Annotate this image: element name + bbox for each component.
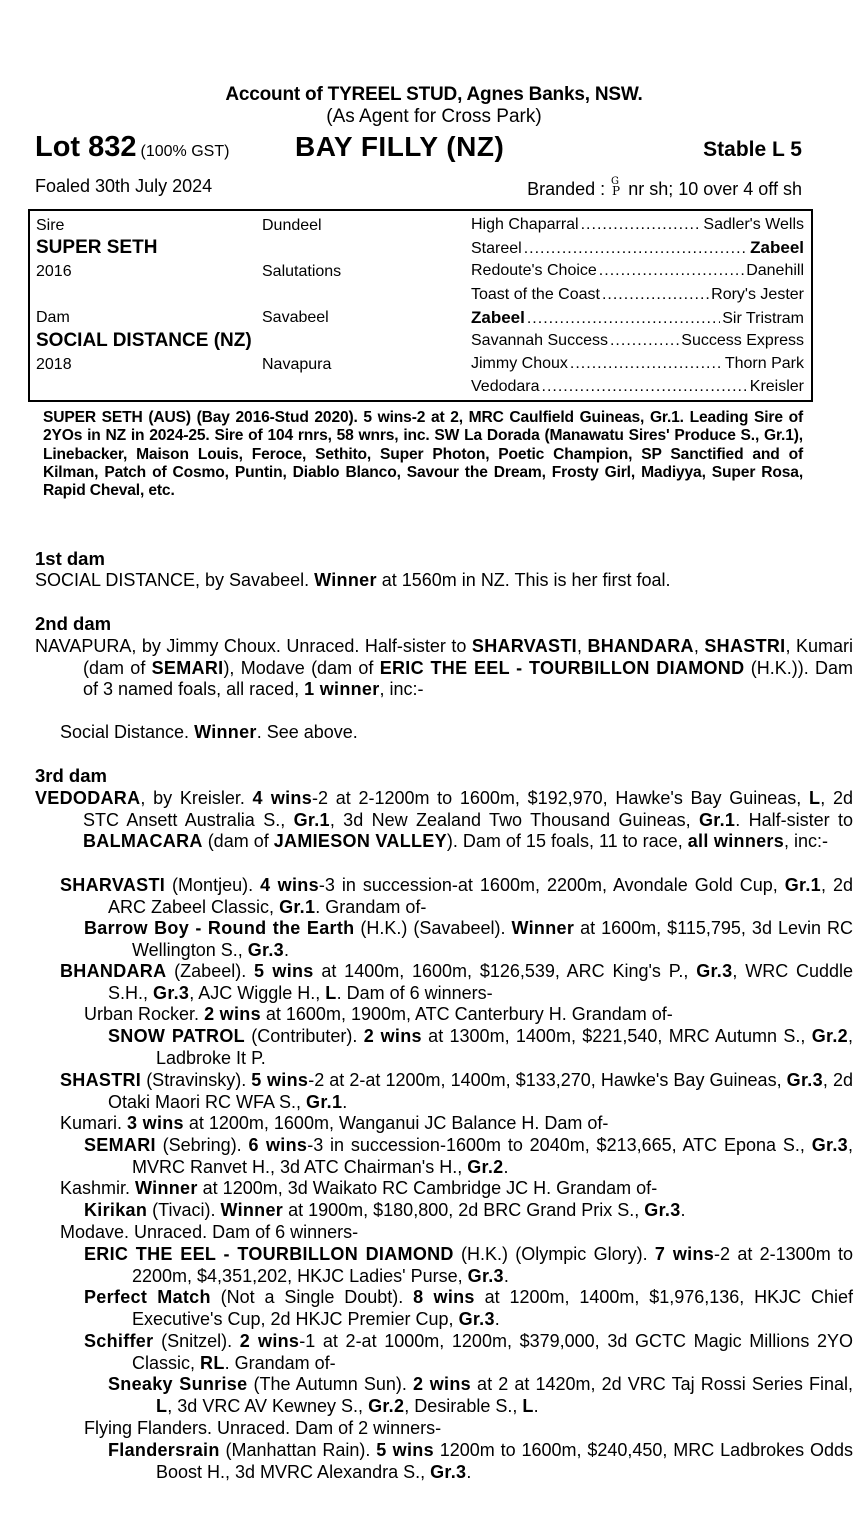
bold-text: Winner <box>511 918 575 938</box>
bold-text: 4 wins <box>252 788 313 808</box>
bold-text: 1 winner <box>304 679 380 699</box>
third-dam-heading: 3rd dam <box>35 765 107 786</box>
branded-detail: nr sh; 10 over 4 off sh <box>628 179 802 199</box>
bold-text: BHANDARA <box>60 961 167 981</box>
text-run: , 3d VRC AV Kewney S., <box>167 1395 369 1416</box>
text-run: at 1200m, 3d Waikato RC Cambridge JC H. Grandam of- <box>197 1178 658 1198</box>
bold-text: Gr.3 <box>644 1200 681 1220</box>
text-run: -3 in succession-1600m to 2040m, $213,665, ATC Epona S., <box>307 1135 812 1155</box>
bold-text: Gr.3 <box>696 961 733 981</box>
leader-dots <box>581 215 702 235</box>
text-run: , 3d New Zealand Two Thousand Guineas, <box>329 809 699 830</box>
bold-text: Gr.3 <box>458 1308 495 1329</box>
agent-line: (As Agent for Cross Park) <box>326 106 542 127</box>
ancestor-row <box>471 354 804 374</box>
svg-text:P: P <box>612 184 621 197</box>
pedigree-entry <box>35 788 853 853</box>
text-run: (Zabeel). <box>166 961 254 981</box>
bold-text: SHARVASTI <box>60 875 166 895</box>
pedigree-entry <box>60 1178 853 1200</box>
pedigree-entry <box>84 1331 853 1374</box>
horse-title: BAY FILLY (NZ) <box>295 131 505 162</box>
text-run: . Grandam of- <box>315 896 427 917</box>
bold-text: SNOW PATROL <box>108 1026 245 1046</box>
bold-text: 5 wins <box>254 961 314 981</box>
bold-text: Gr.3 <box>811 1135 848 1155</box>
sire-sire: Dundeel <box>262 217 322 234</box>
ancestor-right: Thorn Park <box>724 355 804 373</box>
sire-label: Sire <box>36 217 65 234</box>
bold-text: Gr.2 <box>811 1026 848 1046</box>
pedigree-entry <box>84 1200 853 1222</box>
text-run: Urban Rocker. <box>84 1004 205 1024</box>
text-run: at 1560m in NZ. This is her first foal. <box>376 570 671 590</box>
text-run: , inc:- <box>379 679 424 699</box>
bold-text: Gr.1 <box>279 896 316 917</box>
bold-text: 3 wins <box>127 1113 184 1133</box>
bold-text: Gr.1 <box>306 1091 343 1112</box>
pedigree-entry <box>35 636 853 701</box>
text-run: -1 at 2-at 1000m, 1200m, $379,000, 3d GCTC Magic Millions 2YO Classic, <box>132 1331 853 1373</box>
text-run: at 1300m, 1400m, $221,540, MRC Autumn S., <box>421 1026 812 1046</box>
text-run: . <box>680 1200 686 1220</box>
sire-year: 2016 <box>36 263 72 280</box>
ancestor-left: Jimmy Choux <box>471 355 568 373</box>
bold-text: SEMARI <box>84 1135 156 1155</box>
pedigree-entry <box>60 1113 853 1135</box>
ancestor-row <box>471 331 804 351</box>
leader-dots <box>527 309 720 329</box>
text-run: (H.K.) (Savabeel). <box>354 918 512 938</box>
text-run: . <box>494 1308 500 1329</box>
bold-text: 4 wins <box>260 875 319 895</box>
bold-text: ERIC THE EEL - TOURBILLON DIAMOND <box>84 1244 454 1264</box>
text-run: , Desirable S., <box>404 1395 523 1416</box>
bold-text: SEMARI <box>151 657 224 678</box>
text-run: , AJC Wiggle H., <box>189 982 326 1003</box>
text-run: -3 in succession-at 1600m, 2200m, Avondale Gold Cup, <box>318 875 785 895</box>
text-run: (Contributer). <box>244 1026 364 1046</box>
text-run: , 2d Otaki Maori RC WFA S., <box>108 1070 853 1112</box>
ancestor-row <box>471 261 804 281</box>
bold-text: 5 wins <box>376 1440 434 1460</box>
text-run: , 2d STC Ansett Australia S., <box>83 788 853 830</box>
text-run: , <box>693 636 705 656</box>
bold-text: VEDODARA <box>35 788 141 808</box>
bold-text: Gr.1 <box>698 809 736 830</box>
text-run: , <box>576 636 588 656</box>
text-run: , MVRC Ranvet H., 3d ATC Chairman's H., <box>132 1135 853 1177</box>
text-run: . <box>283 939 289 960</box>
dam-year: 2018 <box>36 356 72 373</box>
text-run: (Manhattan Rain). <box>219 1440 377 1460</box>
text-run: Social Distance. <box>60 722 195 742</box>
pedigree-entry <box>60 961 853 1004</box>
text-run: , inc:- <box>784 831 829 851</box>
text-run: , 2d ARC Zabeel Classic, <box>108 875 853 917</box>
brand-mark-icon <box>610 175 623 197</box>
sire-dam: Salutations <box>262 263 342 280</box>
text-run: . Dam of 6 winners- <box>336 982 493 1003</box>
bold-text: Flandersrain <box>108 1440 220 1460</box>
text-run: -2 at 2-1300m to 2200m, $4,351,202, HKJC Ladies' Purse, <box>132 1244 853 1286</box>
bold-text: JAMIESON VALLEY <box>273 831 447 851</box>
bold-text: SHARVASTI <box>471 636 577 656</box>
text-run: NAVAPURA, by Jimmy Choux. Unraced. Half-sister to <box>35 636 472 656</box>
bold-text: Schiffer <box>84 1331 154 1351</box>
dam-sire: Savabeel <box>262 309 329 326</box>
lot-number <box>35 130 229 169</box>
text-run: at 1600m, $115,795, 3d Levin RC Wellington S., <box>132 918 853 960</box>
ancestor-row <box>471 377 804 397</box>
pedigree-entry <box>84 1244 853 1287</box>
bold-text: L <box>325 982 337 1003</box>
pedigree-entry <box>108 1026 853 1069</box>
ancestor-row <box>471 238 804 259</box>
brand-info <box>527 175 802 200</box>
text-run: (Tivaci). <box>147 1200 221 1220</box>
text-run: , WRC Cuddle S.H., <box>108 961 854 1003</box>
bold-text: all winners <box>687 831 785 851</box>
bold-text: 2 wins <box>363 1026 422 1046</box>
bold-text: 2 wins <box>204 1004 261 1024</box>
text-run: at 1200m, 1400m, $1,976,136, HKJC Chief Executive's Cup, 2d HKJC Premier Cup, <box>132 1287 853 1329</box>
sire-summary: SUPER SETH (AUS) (Bay 2016-Stud 2020). 5 wins-2 at 2, MRC Caulfield Guineas, Gr.1. Leading Sire of 2YOs in NZ in 2024-25. Sire of 104 rnrs, 58 wnrs, inc. SW La Dorada (Manawatu Sires' Produce S., Gr.1), Linebacker, Maison Louis, Feroce, Sethito, Super Photon, Poetic Champion, SP Sanctified and of Kilman, Patch of Cosmo, Puntin, Diablo Blanco, Savour the Dream, Frosty Girl, Madiyya, Super Rosa, Rapid Cheval, etc. <box>43 409 803 500</box>
text-run: . <box>342 1091 348 1112</box>
pedigree-entry <box>84 1004 853 1026</box>
leader-dots <box>542 377 748 397</box>
leader-dots <box>602 285 709 305</box>
text-run: (Sebring). <box>155 1135 249 1155</box>
first-dam-text <box>35 570 805 591</box>
ancestor-left: Zabeel <box>471 307 525 327</box>
bold-text: 2 wins <box>239 1331 300 1351</box>
leader-dots <box>524 239 748 259</box>
bold-text: Kirikan <box>84 1200 148 1220</box>
pedigree-entry <box>108 1440 853 1483</box>
branded-label: Branded : <box>527 179 606 199</box>
text-run: Flying Flanders. Unraced. Dam of 2 winners- <box>84 1418 442 1438</box>
text-run: at 1400m, 1600m, $126,539, ARC King's P., <box>313 961 697 981</box>
text-run: . See above. <box>256 722 358 742</box>
text-run: . <box>466 1461 472 1482</box>
bold-text: Gr.3 <box>247 939 284 960</box>
ancestor-right: Sadler's Wells <box>703 216 804 233</box>
ancestor-left: Toast of the Coast <box>471 285 600 303</box>
text-run: (Not a Single Doubt). <box>210 1287 414 1307</box>
sire-name: SUPER SETH <box>36 237 158 258</box>
ancestor-row <box>471 285 804 305</box>
svg-text:G: G <box>611 176 620 187</box>
text-run: 1200m to 1600m, $240,450, MRC Ladbrokes Odds Boost H., 3d MVRC Alexandra S., <box>156 1440 853 1482</box>
leader-dots <box>610 331 679 351</box>
bold-text: BALMACARA <box>83 831 203 851</box>
text-run: (Stravinsky). <box>141 1070 252 1090</box>
first-dam-heading: 1st dam <box>35 548 105 569</box>
text-run: , by Kreisler. <box>140 788 253 808</box>
bold-text: Gr.3 <box>430 1461 467 1482</box>
dam-dam: Navapura <box>262 356 332 373</box>
pedigree-entry <box>60 875 853 918</box>
bold-text: Barrow Boy - Round the Earth <box>84 918 355 938</box>
pedigree-entry <box>60 722 853 744</box>
ancestor-left: Vedodara <box>471 378 540 396</box>
text-run: (Snitzel). <box>153 1331 240 1351</box>
bold-text: 8 wins <box>413 1287 475 1307</box>
bold-text: Winner <box>220 1200 284 1220</box>
pedigree-entry <box>60 1222 853 1244</box>
bold-text: L <box>156 1395 168 1416</box>
text-run: Kumari. <box>60 1113 128 1133</box>
text-run: ). Dam of 15 foals, 11 to race, <box>446 831 688 851</box>
second-dam-heading: 2nd dam <box>35 613 112 634</box>
text-run: (H.K.)). Dam of 3 named foals, all raced, <box>83 657 853 699</box>
ancestor-right: Rory's Jester <box>711 285 804 303</box>
bold-text: 7 wins <box>654 1244 715 1264</box>
text-run: (dam of <box>202 831 274 851</box>
gst-note: (100% GST) <box>140 143 230 160</box>
bold-text: Gr.1 <box>293 809 330 830</box>
bold-text: 6 wins <box>248 1135 308 1155</box>
text-run: , Kumari (dam of <box>83 636 853 678</box>
ancestor-right: Danehill <box>746 262 804 280</box>
bold-text: Gr.3 <box>153 982 190 1003</box>
ancestor-left: Savannah Success <box>471 332 608 349</box>
pedigree-entry <box>108 1374 853 1417</box>
pedigree-entry <box>84 1135 853 1178</box>
bold-text: 2 wins <box>412 1374 471 1394</box>
bold-text: Sneaky Sunrise <box>108 1374 248 1394</box>
text-run: . <box>533 1395 539 1416</box>
bold-text: SHASTRI <box>60 1070 142 1090</box>
text-run: . <box>503 1265 509 1286</box>
bold-text: L <box>808 788 821 808</box>
text-run: at 1900m, $180,800, 2d BRC Grand Prix S., <box>283 1200 645 1220</box>
bold-text: RL <box>200 1352 225 1373</box>
pedigree-entry <box>84 1287 853 1330</box>
text-run: (H.K.) (Olympic Glory). <box>453 1244 655 1264</box>
bold-text: 5 wins <box>251 1070 309 1090</box>
bold-text: Gr.2 <box>368 1395 405 1416</box>
text-run: at 1600m, 1900m, ATC Canterbury H. Grandam of- <box>260 1004 673 1024</box>
pedigree-entry <box>60 1070 853 1113</box>
leader-dots <box>570 354 723 374</box>
bold-text: Winner <box>314 570 377 590</box>
pedigree-table <box>28 209 813 402</box>
pedigree-entry <box>84 1418 853 1440</box>
ancestor-left: Stareel <box>471 240 522 258</box>
lot-label: Lot 832 <box>35 131 137 163</box>
bold-text: SHASTRI <box>704 636 786 656</box>
dam-name: SOCIAL DISTANCE (NZ) <box>36 330 252 351</box>
text-run: (Montjeu). <box>165 875 261 895</box>
text-run: Kashmir. <box>60 1178 136 1198</box>
ancestor-row <box>471 215 804 235</box>
text-run: . <box>503 1156 509 1177</box>
ancestor-left: High Chaparral <box>471 216 579 233</box>
text-run: -2 at 2-at 1200m, 1400m, $133,270, Hawke's Bay Guineas, <box>308 1070 787 1090</box>
bold-text: BHANDARA <box>587 636 694 656</box>
text-run: -2 at 2-1200m to 1600m, $192,970, Hawke's Bay Guineas, <box>312 788 809 808</box>
text-run: ), Modave (dam of <box>223 657 380 678</box>
bold-text: Winner <box>135 1178 198 1198</box>
leader-dots <box>599 261 744 281</box>
bold-text: Perfect Match <box>84 1287 211 1307</box>
bold-text: Gr.2 <box>467 1156 504 1177</box>
text-run: . Half-sister to <box>735 809 853 830</box>
text-run: Modave. Unraced. Dam of 6 winners- <box>60 1222 359 1242</box>
text-run: (The Autumn Sun). <box>247 1374 413 1394</box>
ancestor-right: Sir Tristram <box>722 309 804 327</box>
stable-number: Stable L 5 <box>703 138 802 161</box>
bold-text: Gr.3 <box>467 1265 504 1286</box>
pedigree-entry <box>84 918 853 961</box>
text-run: SOCIAL DISTANCE, by Savabeel. <box>35 570 315 590</box>
ancestor-row <box>471 308 804 329</box>
text-run: at 1200m, 1600m, Wanganui JC Balance H. Dam of- <box>183 1113 609 1133</box>
bold-text: Gr.1 <box>784 875 821 895</box>
bold-text: L <box>522 1395 534 1416</box>
ancestor-right: Kreisler <box>749 378 804 396</box>
vendor-account: Account of TYREEL STUD, Agnes Banks, NSW. <box>225 84 643 105</box>
ancestor-right: Success Express <box>681 332 804 349</box>
foaled-date: Foaled 30th July 2024 <box>35 176 213 196</box>
ancestor-left: Redoute's Choice <box>471 262 597 280</box>
ancestor-right: Zabeel <box>750 238 804 258</box>
bold-text: ERIC THE EEL - TOURBILLON DIAMOND <box>379 657 745 678</box>
text-run: at 2 at 1420m, 2d VRC Taj Rossi Series Final, <box>470 1374 854 1394</box>
bold-text: Gr.3 <box>786 1070 823 1090</box>
bold-text: Winner <box>194 722 257 742</box>
text-run: . Grandam of- <box>224 1352 336 1373</box>
text-run: , Ladbroke It P. <box>156 1026 853 1068</box>
dam-label: Dam <box>36 309 70 326</box>
